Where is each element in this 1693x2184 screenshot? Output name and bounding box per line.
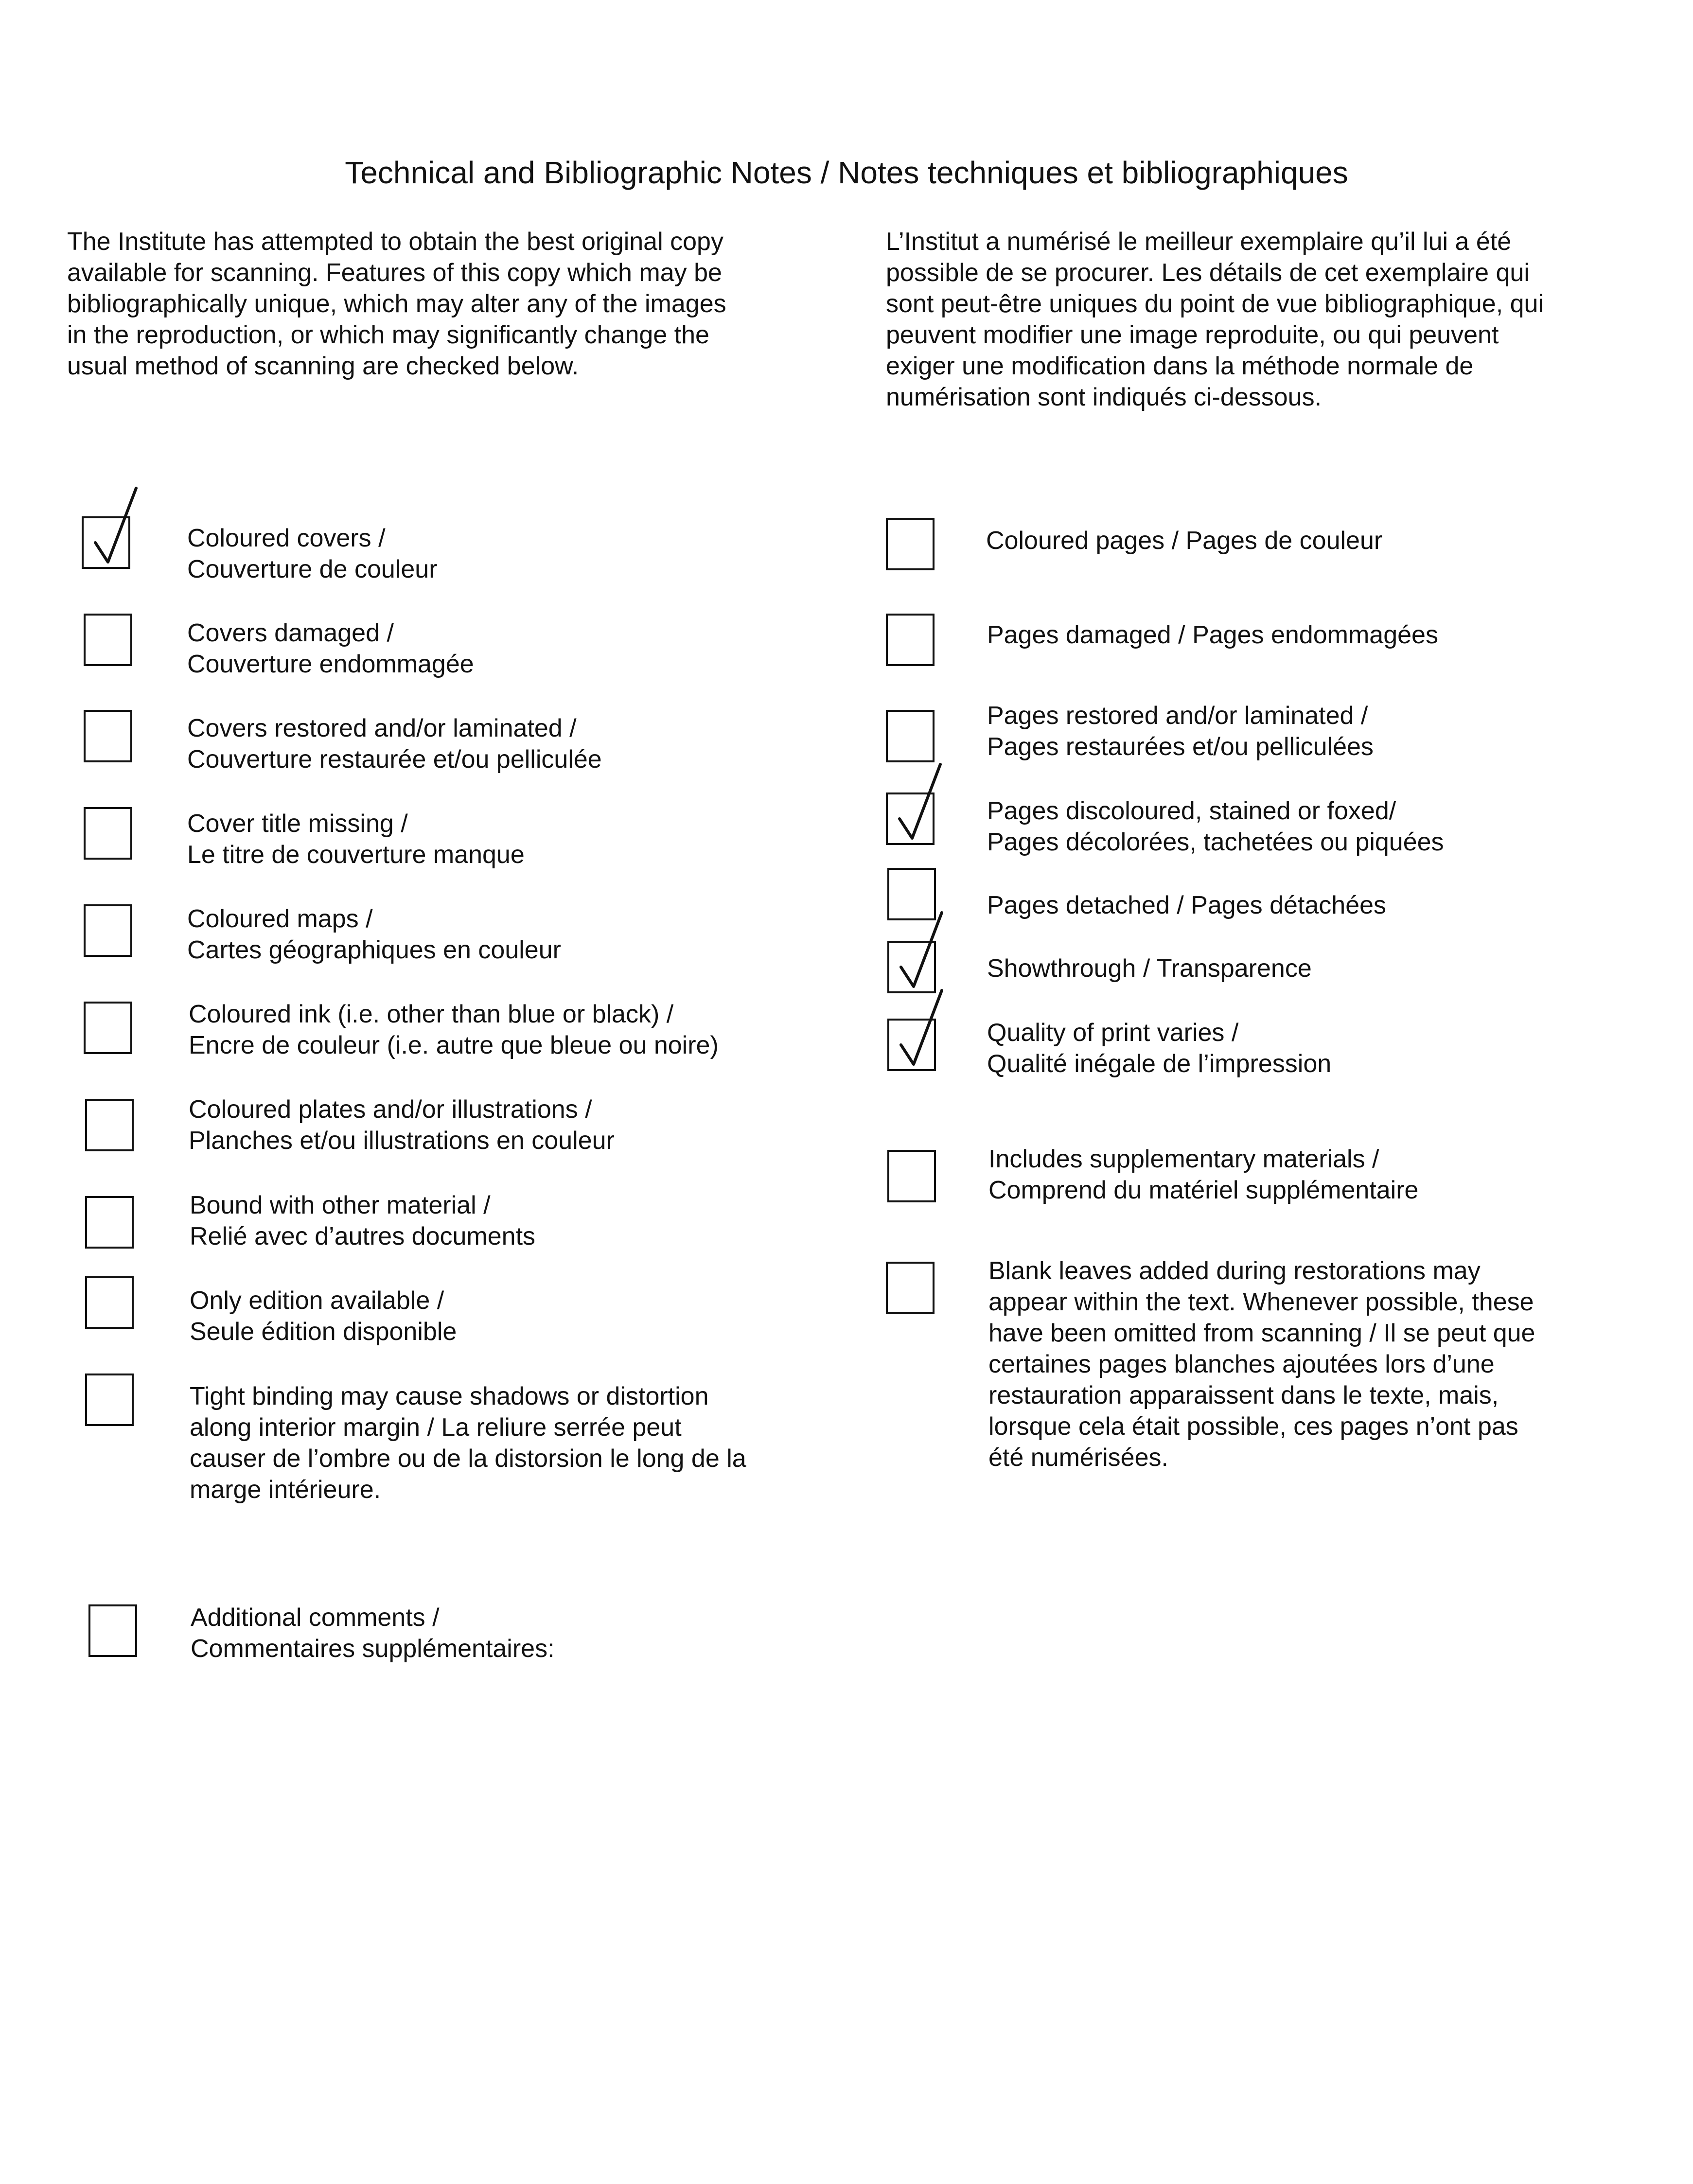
- label-additional-comments: Additional comments / Commentaires supplémentaires:: [191, 1603, 555, 1663]
- checkbox-covers-restored-and[interactable]: [84, 710, 132, 762]
- checkbox-pages-damaged[interactable]: [886, 614, 935, 666]
- label-coloured-pages: Coloured pages / Pages de couleur: [986, 527, 1383, 555]
- label-quality-of-print-varies: Quality of print varies / Qualité inégale de l’impression: [987, 1019, 1332, 1078]
- label-bound-with-other-material: Bound with other material / Relié avec d’autres documents: [190, 1191, 536, 1251]
- checkbox-coloured-plates-and[interactable]: [85, 1099, 134, 1151]
- label-cover-title-missing: Cover title missing / Le titre de couverture manque: [187, 810, 525, 869]
- checkbox-cover-title-missing[interactable]: [84, 807, 132, 860]
- label-pages-discoloured-stained-or-foxed: Pages discoloured, stained or foxed/ Pages décolorées, tachetées ou piquées: [987, 797, 1444, 856]
- checkbox-coloured-maps[interactable]: [84, 904, 132, 957]
- label-coloured-ink-i-e-other-than-blue-or-blac: Coloured ink (i.e. other than blue or black) / Encre de couleur (i.e. autre que bleue ou noire): [189, 1000, 719, 1059]
- label-coloured-plates-and: Coloured plates and/or illustrations / Planches et/ou illustrations en couleur: [189, 1095, 615, 1155]
- checkmark-icon: [79, 484, 142, 572]
- checkbox-only-edition-available[interactable]: [85, 1276, 134, 1329]
- label-coloured-covers: Coloured covers / Couverture de couleur: [187, 524, 438, 583]
- checkmark-icon: [883, 760, 946, 848]
- checkbox-coloured-pages[interactable]: [886, 518, 935, 570]
- checkbox-showthrough[interactable]: [887, 941, 936, 993]
- label-pages-detached: Pages detached / Pages détachées: [987, 891, 1387, 919]
- label-covers-damaged: Covers damaged / Couverture endommagée: [187, 619, 474, 678]
- checkbox-coloured-covers[interactable]: [82, 516, 130, 569]
- label-covers-restored-and: Covers restored and/or laminated / Couverture restaurée et/ou pelliculée: [187, 714, 602, 774]
- checkbox-quality-of-print-varies[interactable]: [887, 1019, 936, 1071]
- checkbox-tight-binding-may-cause-shadows-or-disto[interactable]: [85, 1374, 134, 1426]
- checkbox-covers-damaged[interactable]: [84, 614, 132, 666]
- page-title: Technical and Bibliographic Notes / Notes techniques et bibliographiques: [345, 155, 1348, 190]
- label-showthrough: Showthrough / Transparence: [987, 954, 1312, 983]
- checkbox-coloured-ink-i-e-other-than-blue-or-blac[interactable]: [84, 1002, 132, 1054]
- checkbox-additional-comments[interactable]: [88, 1604, 137, 1657]
- label-only-edition-available: Only edition available / Seule édition disponible: [190, 1286, 457, 1346]
- label-tight-binding-may-cause-shadows-or-disto: Tight binding may cause shadows or distortion along interior margin / La reliure serrée peut causer de l’ombre ou de la distorsion le long de la marge intérieure.: [190, 1382, 746, 1504]
- label-includes-supplementary-materials: Includes supplementary materials / Comprend du matériel supplémentaire: [988, 1145, 1419, 1204]
- label-coloured-maps: Coloured maps / Cartes géographiques en couleur: [187, 905, 561, 964]
- checkbox-bound-with-other-material[interactable]: [85, 1196, 134, 1249]
- intro-english: The Institute has attempted to obtain the best original copy available for scanning. Features of this copy which may be bibliographically unique, which may alter any of the images in the reproduction, or which may significantly change the usual method of scanning are checked below.: [67, 228, 726, 380]
- checkmark-icon: [884, 986, 948, 1074]
- checkbox-pages-restored-and[interactable]: [886, 710, 935, 762]
- label-blank-leaves-added-during-restorations-m: Blank leaves added during restorations may appear within the text. Whenever possible, these have been omitted from scanning / Il se peut que certaines pages blanches ajoutées lors d’une restauration apparaissent dans le texte, mais, lorsque cela était possible, ces pages n’ont pas été numérisées.: [988, 1257, 1535, 1472]
- label-pages-damaged: Pages damaged / Pages endommagées: [987, 621, 1438, 649]
- checkbox-pages-discoloured-stained-or-foxed[interactable]: [886, 793, 935, 845]
- checkmark-icon: [884, 909, 948, 996]
- checkbox-includes-supplementary-materials[interactable]: [887, 1150, 936, 1202]
- intro-french: L’Institut a numérisé le meilleur exemplaire qu’il lui a été possible de se procurer. Les détails de cet exemplaire qui sont peut-être uniques du point de vue bibliographique, qui peuvent modifier une image reproduite, ou qui peuvent exiger une modification dans la méthode normale de numérisation sont indiqués ci-dessous.: [886, 228, 1544, 411]
- label-pages-restored-and: Pages restored and/or laminated / Pages restaurées et/ou pelliculées: [987, 702, 1374, 761]
- checkbox-blank-leaves-added-during-restorations-m[interactable]: [886, 1262, 935, 1314]
